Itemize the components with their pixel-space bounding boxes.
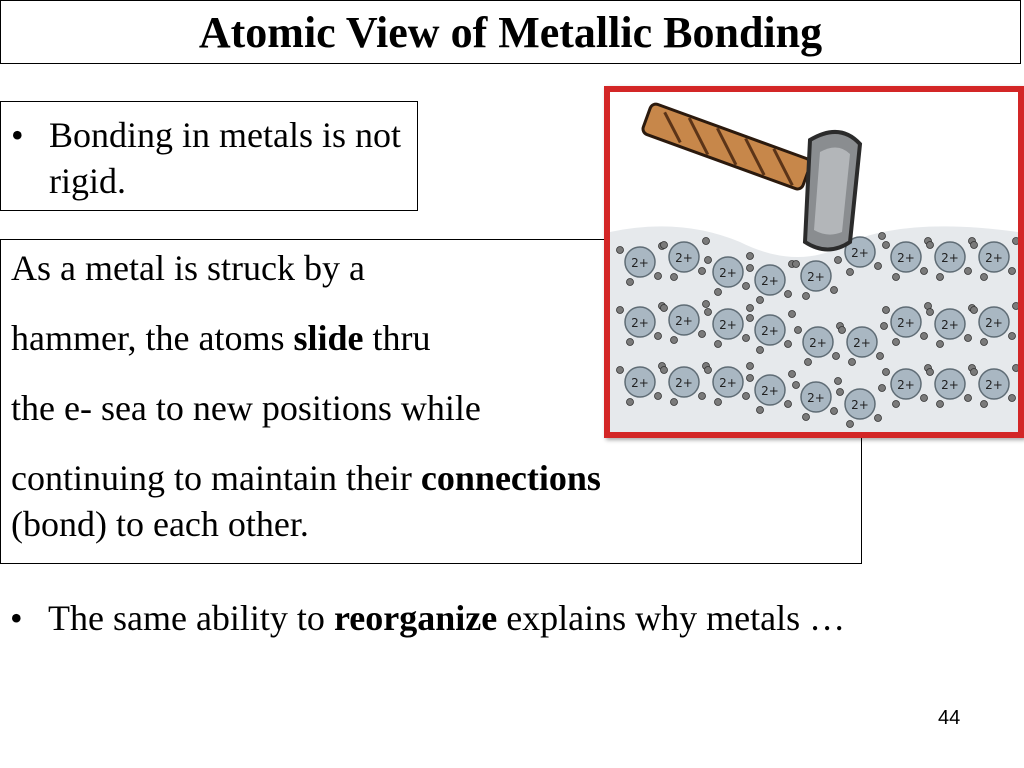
keyword-reorganize: reorganize — [333, 598, 498, 638]
ion-charge-label: 2+ — [719, 318, 737, 332]
ion-charge-label: 2+ — [809, 336, 827, 350]
electron — [747, 363, 754, 370]
electron — [877, 353, 884, 360]
electron — [655, 393, 662, 400]
electron — [747, 253, 754, 260]
electron — [927, 242, 934, 249]
electron — [981, 274, 988, 281]
electron — [1009, 395, 1016, 402]
electron — [747, 265, 754, 272]
electron — [757, 407, 764, 414]
electron — [655, 273, 662, 280]
ion-charge-label: 2+ — [675, 314, 693, 328]
bullet-text-reorganize: The same ability to reorganize explains why metals … — [48, 598, 846, 638]
ion-charge-label: 2+ — [897, 316, 915, 330]
electron — [703, 238, 710, 245]
electron — [617, 367, 624, 374]
ion-charge-label: 2+ — [851, 398, 869, 412]
electron — [883, 369, 890, 376]
ion-charge-label: 2+ — [675, 251, 693, 265]
ion-charge-label: 2+ — [941, 318, 959, 332]
electron — [1013, 365, 1019, 372]
electron — [705, 309, 712, 316]
electron — [879, 385, 886, 392]
electron — [747, 315, 754, 322]
keyword-connections: connections — [420, 458, 601, 498]
ion-charge-label: 2+ — [631, 376, 649, 390]
ion-charge-label: 2+ — [675, 376, 693, 390]
keyword-slide: slide — [293, 318, 364, 358]
electron — [937, 341, 944, 348]
electron — [921, 268, 928, 275]
ion-charge-label: 2+ — [631, 316, 649, 330]
electron — [921, 333, 928, 340]
ion-charge-label: 2+ — [761, 384, 779, 398]
electron — [981, 401, 988, 408]
electron — [833, 353, 840, 360]
ion-charge-label: 2+ — [985, 316, 1003, 330]
metallic-bonding-illustration — [604, 86, 1024, 438]
electron — [971, 369, 978, 376]
electron — [789, 311, 796, 318]
ion-charge-label: 2+ — [719, 266, 737, 280]
electron — [627, 399, 634, 406]
electron — [849, 359, 856, 366]
electron — [883, 307, 890, 314]
explanation-line-2: hammer, the atoms slide thru — [11, 318, 431, 358]
bullet-dot: • — [11, 115, 24, 155]
electron — [965, 335, 972, 342]
electron — [757, 297, 764, 304]
page-number: 44 — [938, 707, 961, 729]
electron — [835, 257, 842, 264]
electron — [981, 339, 988, 346]
electron — [703, 301, 710, 308]
explanation-line-1: As a metal is struck by a — [11, 248, 365, 288]
ion-charge-label: 2+ — [807, 391, 825, 405]
electron — [789, 371, 796, 378]
ion-charge-label: 2+ — [985, 378, 1003, 392]
electron — [847, 421, 854, 428]
electron — [617, 247, 624, 254]
electron — [875, 263, 882, 270]
slide-title: Atomic View of Metallic Bonding — [198, 8, 823, 57]
electron — [971, 307, 978, 314]
ion-charge-label: 2+ — [851, 246, 869, 260]
electron — [747, 375, 754, 382]
electron — [699, 393, 706, 400]
ion-charge-label: 2+ — [807, 270, 825, 284]
electron — [793, 382, 800, 389]
electron — [921, 395, 928, 402]
electron — [893, 274, 900, 281]
electron — [655, 333, 662, 340]
electron — [831, 287, 838, 294]
electron — [879, 233, 886, 240]
electron — [883, 242, 890, 249]
ion-charge-label: 2+ — [631, 256, 649, 270]
electron — [785, 341, 792, 348]
electron — [627, 279, 634, 286]
explanation-line-5: (bond) to each other. — [11, 504, 309, 544]
hammer-metal-diagram — [610, 92, 1018, 432]
electron — [671, 337, 678, 344]
electron — [715, 289, 722, 296]
electron — [937, 401, 944, 408]
ion-charge-label: 2+ — [985, 251, 1003, 265]
electron — [803, 293, 810, 300]
ion-charge-label: 2+ — [761, 324, 779, 338]
electron — [793, 261, 800, 268]
electron — [743, 283, 750, 290]
explanation-line-4: continuing to maintain their connections — [11, 458, 601, 498]
electron — [661, 367, 668, 374]
bullet-item — [0, 595, 900, 641]
electron — [715, 399, 722, 406]
ion-charge-label: 2+ — [897, 251, 915, 265]
electron — [661, 242, 668, 249]
electron — [1009, 333, 1016, 340]
bullet-text-rigid: Bonding in metals is not rigid. — [49, 115, 402, 201]
title-box — [0, 0, 1021, 64]
electron — [847, 269, 854, 276]
explanation-line-3: the e- sea to new positions while — [11, 388, 481, 428]
ion-charge-label: 2+ — [941, 251, 959, 265]
ion-charge-label: 2+ — [719, 376, 737, 390]
electron — [1013, 303, 1019, 310]
electron — [705, 367, 712, 374]
electron — [671, 399, 678, 406]
electron — [705, 257, 712, 264]
ion-charge-label: 2+ — [853, 336, 871, 350]
electron — [893, 401, 900, 408]
bullet-dot: • — [10, 598, 23, 638]
electron — [715, 341, 722, 348]
electron — [1009, 268, 1016, 275]
electron — [835, 378, 842, 385]
electron — [927, 309, 934, 316]
electron — [881, 323, 888, 330]
electron — [795, 327, 802, 334]
electron — [699, 331, 706, 338]
electron — [893, 339, 900, 346]
electron — [785, 401, 792, 408]
bullet-item — [1, 112, 417, 204]
electron — [743, 393, 750, 400]
electron — [627, 339, 634, 346]
ion-charge-label: 2+ — [941, 378, 959, 392]
electron — [617, 307, 624, 314]
electron — [837, 389, 844, 396]
electron — [965, 395, 972, 402]
electron — [757, 347, 764, 354]
electron — [805, 359, 812, 366]
ion-charge-label: 2+ — [897, 378, 915, 392]
bullet-box-reorganize — [0, 595, 900, 641]
electron — [785, 291, 792, 298]
electron — [875, 415, 882, 422]
electron — [699, 268, 706, 275]
electron — [803, 414, 810, 421]
electron — [937, 274, 944, 281]
bullet-box-rigid — [0, 101, 418, 211]
electron — [927, 369, 934, 376]
electron — [661, 305, 668, 312]
electron — [965, 268, 972, 275]
electron — [839, 327, 846, 334]
electron — [743, 335, 750, 342]
electron — [831, 408, 838, 415]
electron — [971, 242, 978, 249]
electron — [1013, 238, 1019, 245]
ion-charge-label: 2+ — [761, 274, 779, 288]
electron — [747, 305, 754, 312]
electron — [671, 274, 678, 281]
